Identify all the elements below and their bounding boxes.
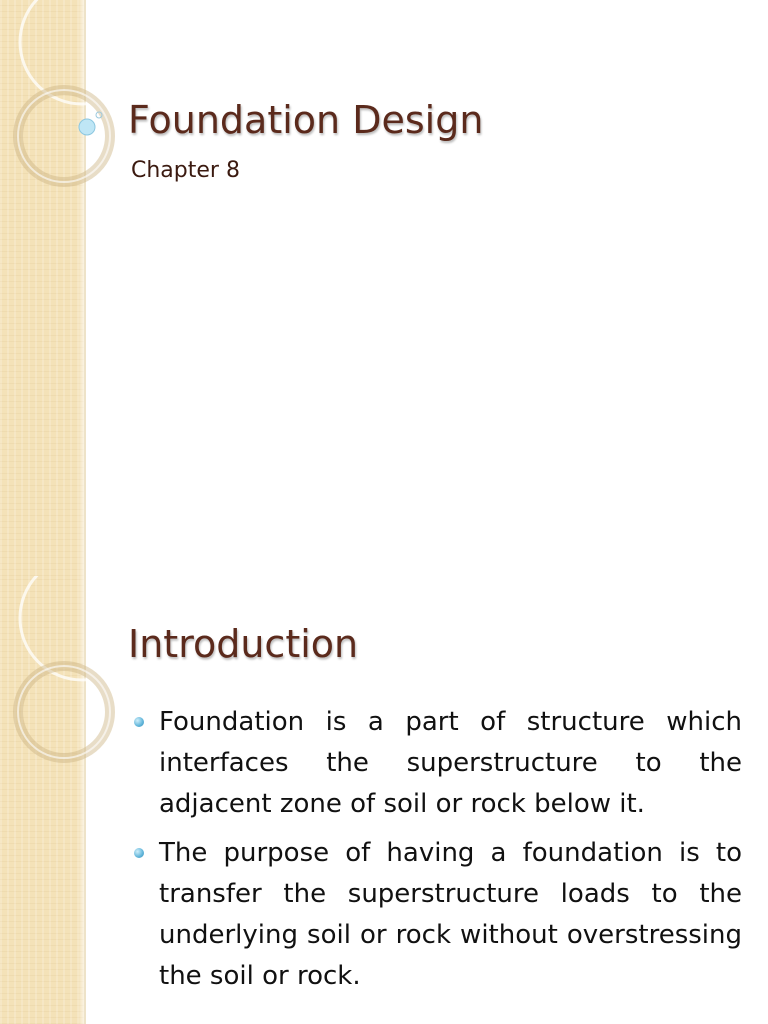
slide-title-text: Foundation Design: [128, 98, 484, 142]
bullet-text: Foundation is a part of structure which interfaces the superstructure to the adjacent zone of soil or rock below it.: [159, 707, 742, 819]
bullet-dot-icon: [134, 848, 144, 858]
bullet-dot-icon: [134, 717, 144, 727]
bullet-item: [133, 833, 742, 997]
decorative-rings-icon: [0, 0, 130, 230]
decorative-rings-icon: [0, 576, 130, 806]
slide-title-text: Introduction: [128, 622, 359, 666]
slide-introduction: [0, 576, 768, 1024]
bullet-text: The purpose of having a foundation is to transfer the superstructure loads to the underlying soil or rock without overstressing the soil or rock.: [159, 838, 742, 991]
bullet-item: [133, 702, 742, 825]
slide-subtitle: Chapter 8: [131, 158, 240, 183]
bullet-list: [133, 702, 742, 1005]
